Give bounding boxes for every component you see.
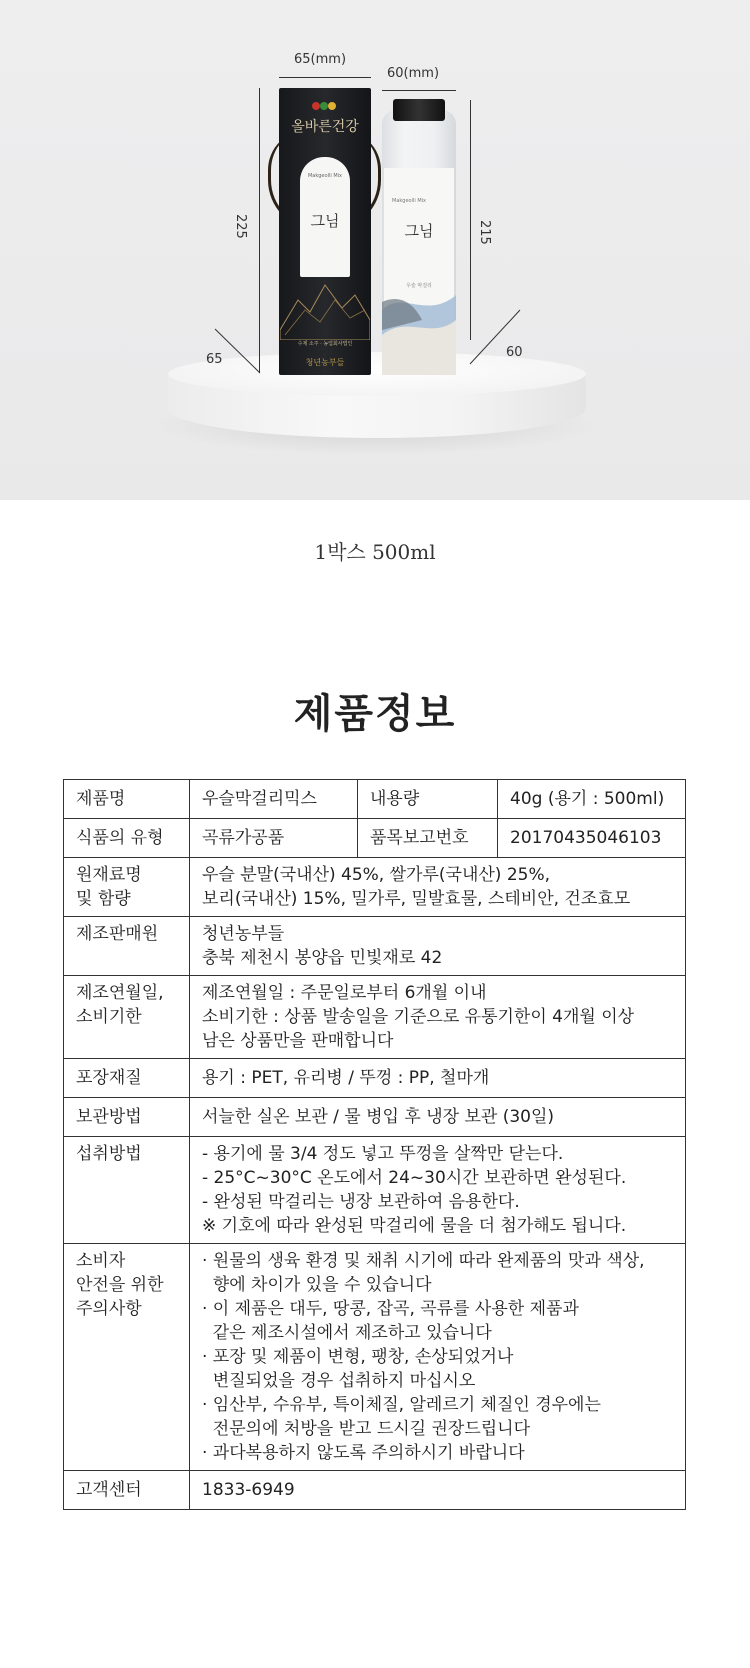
box-width-label: 65(mm) bbox=[294, 52, 347, 67]
table-row bbox=[64, 1471, 686, 1510]
bottle-depth-label: 60 bbox=[506, 345, 523, 360]
box-window bbox=[300, 157, 350, 277]
table-row bbox=[64, 917, 686, 976]
bottle-width-line bbox=[382, 90, 456, 91]
table-row bbox=[64, 780, 686, 819]
box-height-label: 225 bbox=[233, 214, 248, 239]
bottle-height-line bbox=[470, 100, 471, 340]
product-photo bbox=[0, 0, 750, 500]
product-info-table bbox=[63, 779, 686, 1510]
ingredients-value: 우슬 분말(국내산) 45%, 쌀가루(국내산) 25%, 보리(국내산) 15%, 밀가루, 밀발효물, 스테비안, 건조효모 bbox=[190, 858, 686, 917]
box-width-line bbox=[279, 77, 371, 78]
table-row bbox=[64, 1244, 686, 1471]
packaging-value: 용기 : PET, 유리병 / 뚜껑 : PP, 철마개 bbox=[190, 1059, 686, 1098]
report-no-value: 20170435046103 bbox=[498, 819, 686, 858]
box-window-subtitle: Makgeolli Mix bbox=[307, 173, 342, 179]
product-name-label: 제품명 bbox=[64, 780, 190, 819]
product-name-value: 우슬막걸리믹스 bbox=[190, 780, 358, 819]
bottle-label-small: 우슬 막걸리 bbox=[406, 283, 432, 289]
date-value: 제조연월일 : 주문일로부터 6개월 이내 소비기한 : 상품 발송일을 기준으로 유통기한이 4개월 이상 남은 상품만을 판매합니다 bbox=[190, 976, 686, 1059]
box-maker-name: 청년농부들 bbox=[305, 358, 345, 367]
bottle-product-name: 그님 bbox=[404, 222, 434, 240]
volume-label: 내용량 bbox=[358, 780, 498, 819]
product-caption: 1박스 500ml bbox=[314, 540, 436, 564]
bottle-cap bbox=[393, 99, 445, 121]
usage-label: 섭취방법 bbox=[64, 1137, 190, 1244]
brand-logo-icon bbox=[311, 100, 337, 112]
food-type-label: 식품의 유형 bbox=[64, 819, 190, 858]
food-type-value: 곡류가공품 bbox=[190, 819, 358, 858]
volume-value: 40g (용기 : 500ml) bbox=[498, 780, 686, 819]
report-no-label: 품목보고번호 bbox=[358, 819, 498, 858]
section-title: 제품정보 bbox=[293, 691, 457, 737]
packaging-label: 포장재질 bbox=[64, 1059, 190, 1098]
table-row bbox=[64, 976, 686, 1059]
ingredients-label: 원재료명 및 함량 bbox=[64, 858, 190, 917]
date-label: 제조연월일, 소비기한 bbox=[64, 976, 190, 1059]
box-depth-label: 65 bbox=[206, 352, 223, 367]
table-row bbox=[64, 819, 686, 858]
table-row bbox=[64, 1059, 686, 1098]
caution-label: 소비자 안전을 위한 주의사항 bbox=[64, 1244, 190, 1471]
cs-label: 고객센터 bbox=[64, 1471, 190, 1510]
box-brand-name: 올바른건강 bbox=[291, 119, 359, 135]
box-product-name: 그님 bbox=[310, 212, 340, 230]
usage-value: - 용기에 물 3/4 정도 넣고 뚜껑을 살짝만 닫는다. - 25°C~30°C 온도에서 24~30시간 보관하면 완성된다. - 완성된 막걸리는 냉장 보관하여 음용한다. ※ 기호에 따라 완성된 막걸리에 물을 더 첨가해도 됩니다. bbox=[190, 1137, 686, 1244]
seller-label: 제조판매원 bbox=[64, 917, 190, 976]
cs-value: 1833-6949 bbox=[190, 1471, 686, 1510]
table-row bbox=[64, 1137, 686, 1244]
box-footer-text: 수제 소주 · 농업회사법인 bbox=[297, 341, 353, 347]
bottle-height-label: 215 bbox=[477, 220, 492, 245]
bottle-label-subtitle: Makgeolli Mix bbox=[392, 198, 427, 204]
mountain-illustration-icon bbox=[280, 270, 370, 340]
storage-label: 보관방법 bbox=[64, 1098, 190, 1137]
caution-value: · 원물의 생육 환경 및 채취 시기에 따라 완제품의 맛과 색상, 향에 차이가 있을 수 있습니다 · 이 제품은 대두, 땅콩, 잡곡, 곡류를 사용한 제품과 같은 제조시설에서 제조하고 있습니다 · 포장 및 제품이 변형, 팽창, 손상되었거나 변질되었을 경우 섭취하지 마십시오 · 임산부, 수유부, 특이체질, 알레르기 체질인 경우에는 전문의에 처방을 받고 드시길 권장드립니다 · 과다복용하지 않도록 주의하시기 바랍니다 bbox=[190, 1244, 686, 1471]
bottle-width-label: 60(mm) bbox=[387, 66, 440, 81]
table-row bbox=[64, 858, 686, 917]
bottle-wave-icon bbox=[382, 290, 456, 375]
table-row bbox=[64, 1098, 686, 1137]
storage-value: 서늘한 실온 보관 / 물 병입 후 냉장 보관 (30일) bbox=[190, 1098, 686, 1137]
seller-value: 청년농부들 충북 제천시 봉양읍 민빛재로 42 bbox=[190, 917, 686, 976]
